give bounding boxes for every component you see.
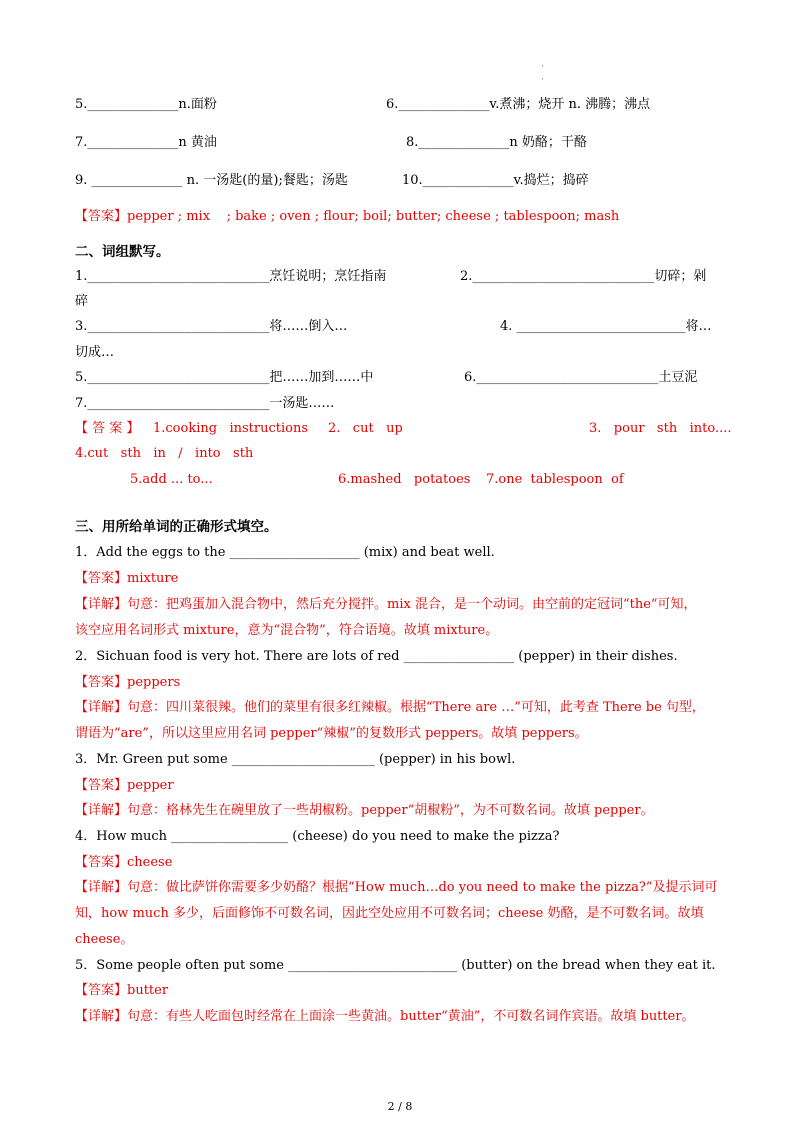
vocab-item-7: 7.______________n 黄油 (75, 135, 217, 150)
phrase-answer-label: 【 答 案 】 (75, 421, 140, 436)
vocab-item-10: 10.______________v.捣烂；捣碎 (402, 173, 589, 188)
detail-2-cont: 谓语为“are”，所以这里应用名词 pepper“辣椒”的复数形式 peppers。故填 peppers。 (75, 726, 588, 741)
phrase-answer-7: 7.one tablespoon of (486, 472, 624, 487)
detail-label: 【详解】 (75, 803, 128, 818)
question-5: 5．Some people often put some __________________________ (butter) on the bread when they eat it. (75, 958, 716, 973)
page-mark: · (541, 62, 544, 72)
phrase-item-5: 5.____________________________把……加到……中 (75, 370, 374, 385)
answer-1 (75, 570, 178, 588)
page-mark: · (541, 75, 544, 85)
answer-label: 【答案】 (75, 209, 128, 224)
page-number: 2 / 8 (387, 1100, 413, 1113)
answer-text: pepper (127, 778, 174, 793)
question-2: 2．Sichuan food is very hot. There are lots of red _________________ (pepper) in their dishes. (75, 649, 678, 664)
phrase-item-3: 3.____________________________将……倒入… (75, 319, 348, 334)
answer-text: cheese (127, 855, 173, 870)
phrase-answer-3: 3. pour sth into.... (589, 421, 732, 436)
detail-text: 句意：做比萨饼你需要多少奶酪？根据“How much…do you need to make the pizza?”及提示词可 (127, 880, 718, 895)
phrase-answer-4: 4.cut sth in / into sth (75, 446, 254, 461)
section-heading-fill: 三、用所给单词的正确形式填空。 (75, 519, 278, 535)
vocab-answer (75, 208, 619, 226)
answer-5 (75, 982, 168, 1000)
phrase-item-1: 1.____________________________烹饪说明；烹饪指南 (75, 269, 387, 284)
detail-label: 【详解】 (75, 1009, 128, 1024)
section-heading-phrases: 二、词组默写。 (75, 244, 170, 260)
phrase-answer-1: 1.cooking instructions (153, 421, 309, 436)
vocab-item-8: 8.______________n 奶酪；干酪 (406, 135, 587, 150)
question-3: 3．Mr. Green put some ______________________ (pepper) in his bowl. (75, 752, 516, 767)
answer-label: 【答案】 (75, 675, 128, 690)
detail-3 (75, 802, 654, 820)
phrase-answer-6: 6.mashed potatoes (338, 472, 471, 487)
phrase-item-4-wrap: 切成… (75, 345, 115, 360)
answer-label: 【答案】 (75, 778, 128, 793)
vocab-item-6: 6.______________v.煮沸；烧开 n. 沸腾；沸点 (386, 97, 651, 112)
detail-text: 句意：四川菜很辣。他们的菜里有很多红辣椒。根据“There are …”可知，此考查 There be 句型， (127, 700, 705, 715)
vocab-item-5: 5.______________n.面粉 (75, 97, 217, 112)
phrase-item-2-wrap: 碎 (75, 294, 89, 309)
phrase-answer-5: 5.add ... to... (130, 472, 213, 487)
answer-3 (75, 777, 174, 795)
detail-label: 【详解】 (75, 880, 128, 895)
vocab-item-9: 9. ______________ n. 一汤匙(的量);餐匙；汤匙 (75, 173, 348, 188)
phrase-item-6: 6.____________________________土豆泥 (464, 370, 698, 385)
answer-4 (75, 854, 172, 872)
detail-4 (75, 879, 718, 897)
question-4: 4．How much __________________ (cheese) do you need to make the pizza? (75, 829, 560, 844)
answer-text: peppers (127, 675, 181, 690)
detail-text: 句意：把鸡蛋加入混合物中，然后充分搅拌。mix 混合，是一个动词。由空前的定冠词“the”可知， (127, 597, 697, 612)
phrase-item-7: 7.____________________________一汤匙…… (75, 396, 335, 411)
phrase-answer-2: 2. cut up (328, 421, 403, 436)
detail-4-cont: 知，how much 多少，后面修饰不可数名词，因此空处应用不可数名词；cheese 奶酪，是不可数名词。故填 (75, 906, 704, 921)
detail-1 (75, 596, 697, 614)
detail-text: 句意：格林先生在碗里放了一些胡椒粉。pepper“胡椒粉”，为不可数名词。故填 pepper。 (127, 803, 654, 818)
detail-label: 【详解】 (75, 700, 128, 715)
phrase-item-4: 4. __________________________将… (500, 319, 712, 334)
detail-4-end: cheese。 (75, 932, 134, 947)
answer-label: 【答案】 (75, 571, 128, 586)
phrase-item-2: 2.____________________________切碎；剁 (460, 269, 707, 284)
answer-text: mixture (127, 571, 179, 586)
detail-label: 【详解】 (75, 597, 128, 612)
answer-text: butter (127, 983, 169, 998)
detail-2 (75, 699, 705, 717)
answer-label: 【答案】 (75, 855, 128, 870)
detail-5 (75, 1008, 695, 1026)
detail-1-cont: 该空应用名词形式 mixture，意为“混合物”，符合语境。故填 mixture。 (75, 623, 499, 638)
answer-2 (75, 674, 180, 692)
answer-text: pepper ; mix ; bake ; oven ; flour; boil; butter; cheese ; tablespoon; mash (127, 209, 620, 224)
question-1: 1．Add the eggs to the ____________________ (mix) and beat well. (75, 545, 495, 560)
answer-label: 【答案】 (75, 983, 128, 998)
detail-text: 句意：有些人吃面包时经常在上面涂一些黄油。butter“黄油”，不可数名词作宾语。故填 butter。 (127, 1009, 695, 1024)
